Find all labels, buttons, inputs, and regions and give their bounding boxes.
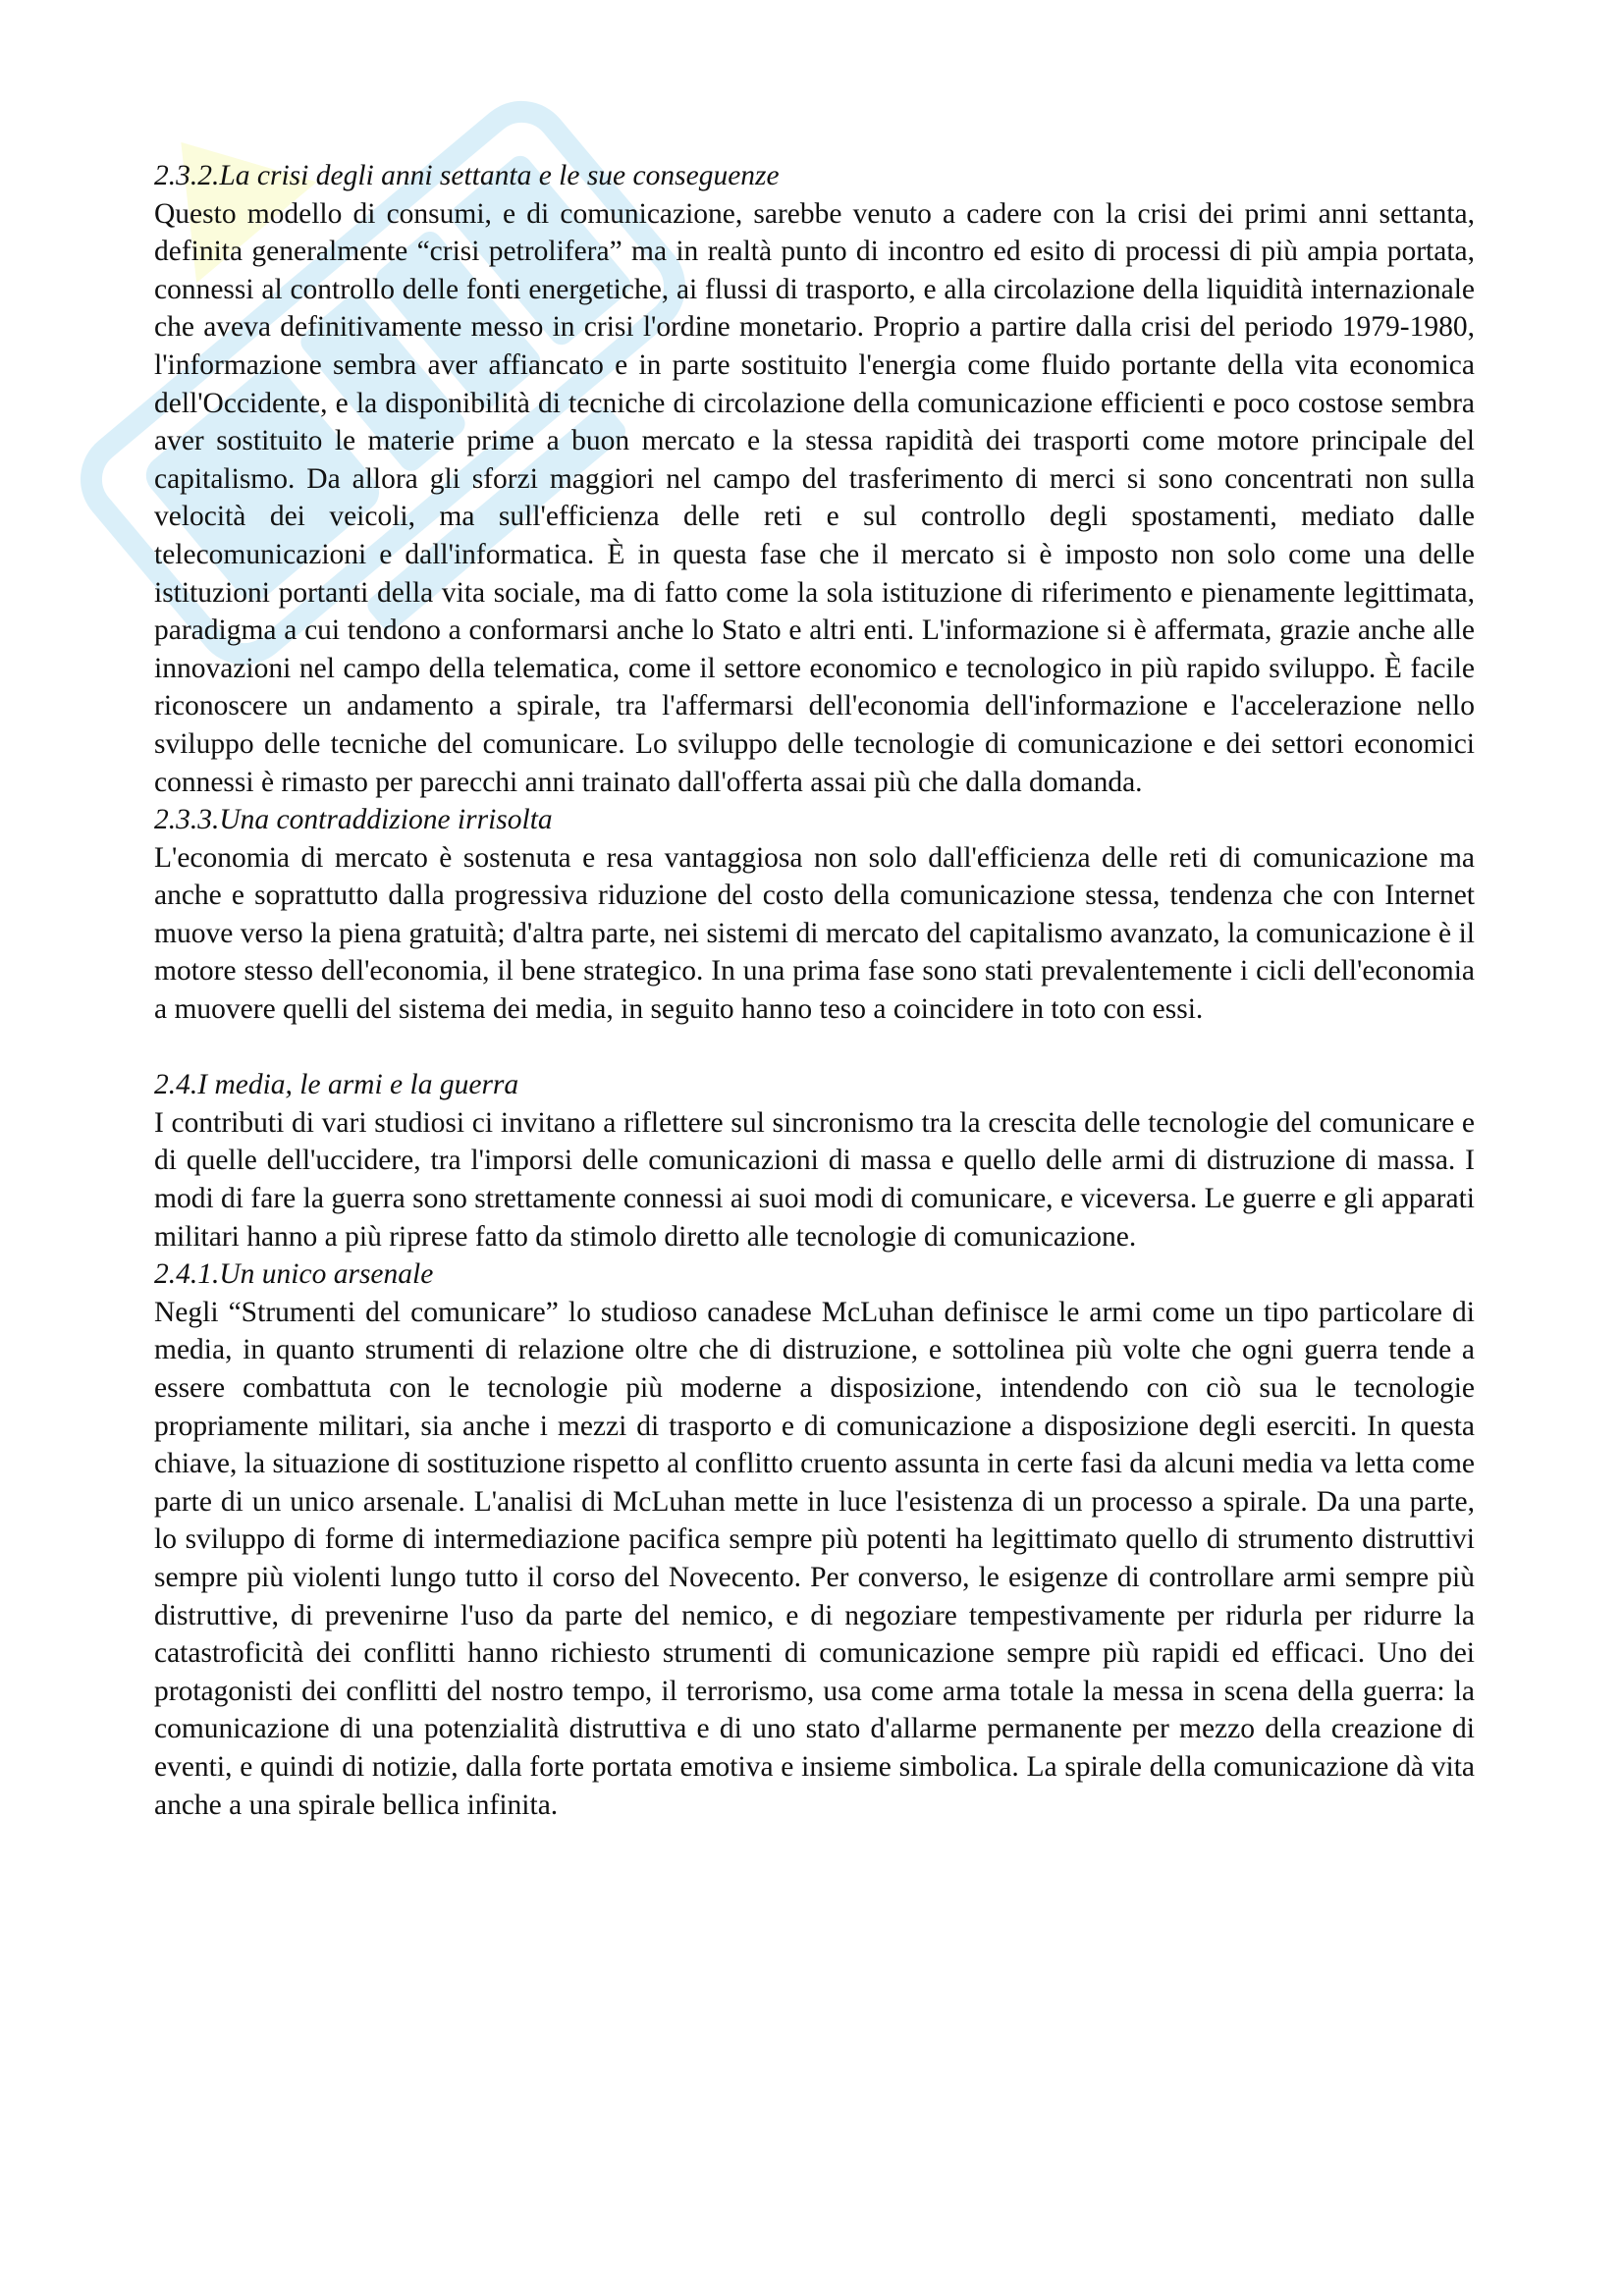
document-page xyxy=(154,157,1475,1824)
section-2-3-3 xyxy=(154,801,1475,1029)
section-2-4-1 xyxy=(154,1255,1475,1824)
section-heading: 2.4.1.Un unico arsenale xyxy=(154,1258,434,1291)
section-paragraph: L'economia di mercato è sostenuta e resa vantaggiosa non solo dall'efficienza delle reti di comunicazione ma anche e soprattutto dalla progressiva riduzione del costo della comunicazione stessa, tendenza che con Internet muove verso la piena gratuità; d'altra parte, nei sistemi di mercato del capitalismo avanzato, la comunicazione è il motore stesso dell'economia, il bene strategico. In una prima fase sono stati prevalentemente i cicli dell'economia a muovere quelli del sistema dei media, in seguito hanno teso a coincidere in toto con essi. xyxy=(154,841,1475,1026)
section-heading: 2.3.2.La crisi degli anni settanta e le sue conseguenze xyxy=(154,160,780,191)
section-paragraph: I contributi di vari studiosi ci invitano a riflettere sul sincronismo tra la crescita delle tecnologie del comunicare e di quelle dell'uccidere, tra l'imporsi delle comunicazioni di massa e quello delle armi di distruzione di massa. I modi di fare la guerra sono strettamente connessi ai suoi modi di comunicare, e viceversa. Le guerre e gli apparati militari hanno a più riprese fatto da stimolo diretto alle tecnologie di comunicazione. xyxy=(154,1106,1475,1253)
section-heading: 2.4.I media, le armi e la guerra xyxy=(154,1069,519,1101)
section-2-3-2 xyxy=(154,157,1475,801)
section-heading: 2.3.3.Una contraddizione irrisolta xyxy=(154,804,553,836)
section-2-4 xyxy=(154,1066,1475,1255)
blank-line xyxy=(154,1029,1475,1067)
section-paragraph: Negli “Strumenti del comunicare” lo studioso canadese McLuhan definisce le armi come un tipo particolare di media, in quanto strumenti di relazione oltre che di distruzione, e sottolinea più volte che ogni guerra tende a essere combattuta con le tecnologie più moderne a disposizione, intendendo con ciò sua le tecnologie propriamente militari, sia anche i mezzi di trasporto e di comunicazione a disposizione degli eserciti. In questa chiave, la situazione di sostituzione rispetto al conflitto cruento assunta in certe fasi da alcuni media va letta come parte di un unico arsenale. L'analisi di McLuhan mette in luce l'esistenza di un processo a spirale. Da una parte, lo sviluppo di forme di intermediazione pacifica sempre più potenti ha legittimato quello di strumento distruttivi sempre più violenti lungo tutto il corso del Novecento. Per converso, le esigenze di controllare armi sempre più distruttive, di prevenirne l'uso da parte del nemico, e di negoziare tempestivamente per ridurla per ridurre la catastroficità dei conflitti hanno richiesto strumenti di comunicazione sempre più rapidi ed efficaci. Uno dei protagonisti dei conflitti del nostro tempo, il terrorismo, usa come arma totale la messa in scena della guerra: la comunicazione di una potenzialità distruttiva e di uno stato d'allarme permanente per mezzo della creazione di eventi, e quindi di notizie, dalla forte portata emotiva e insieme simbolica. La spirale della comunicazione dà vita anche a una spirale bellica infinita. xyxy=(154,1296,1475,1821)
section-paragraph: Questo modello di consumi, e di comunicazione, sarebbe venuto a cadere con la crisi dei primi anni settanta, definita generalmente “crisi petrolifera” ma in realtà punto di incontro ed esito di processi di più ampia portata, connessi al controllo delle fonti energetiche, ai flussi di trasporto, e alla circolazione della liquidità internazionale che aveva definitivamente messo in crisi l'ordine monetario. Proprio a partire dalla crisi del periodo 1979-1980, l'informazione sembra aver affiancato e in parte sostituito l'energia come fluido portante della vita economica dell'Occidente, e la disponibilità di tecniche di circolazione della comunicazione efficienti e poco costose sembra aver sostituito le materie prime a buon mercato e la stessa rapidità dei trasporti come motore principale del capitalismo. Da allora gli sforzi maggiori nel campo del trasferimento di merci si sono concentrati non sulla velocità dei veicoli, ma sull'efficienza delle reti e sul controllo degli spostamenti, mediato dalle telecomunicazioni e dall'informatica. È in questa fase che il mercato si è imposto non solo come una delle istituzioni portanti della vita sociale, ma di fatto come la sola istituzione di riferimento e pienamente legittimata, paradigma a cui tendono a conformarsi anche lo Stato e altri enti. L'informazione si è affermata, grazie anche alle innovazioni nel campo della telematica, come il settore economico e tecnologico in più rapido sviluppo. È facile riconoscere un andamento a spirale, tra l'affermarsi dell'economia dell'informazione e l'accelerazione nello sviluppo delle tecniche del comunicare. Lo sviluppo delle tecnologie di comunicazione e dei settori economici connessi è rimasto per parecchi anni trainato dall'offerta assai più che dalla domanda. xyxy=(154,197,1475,798)
